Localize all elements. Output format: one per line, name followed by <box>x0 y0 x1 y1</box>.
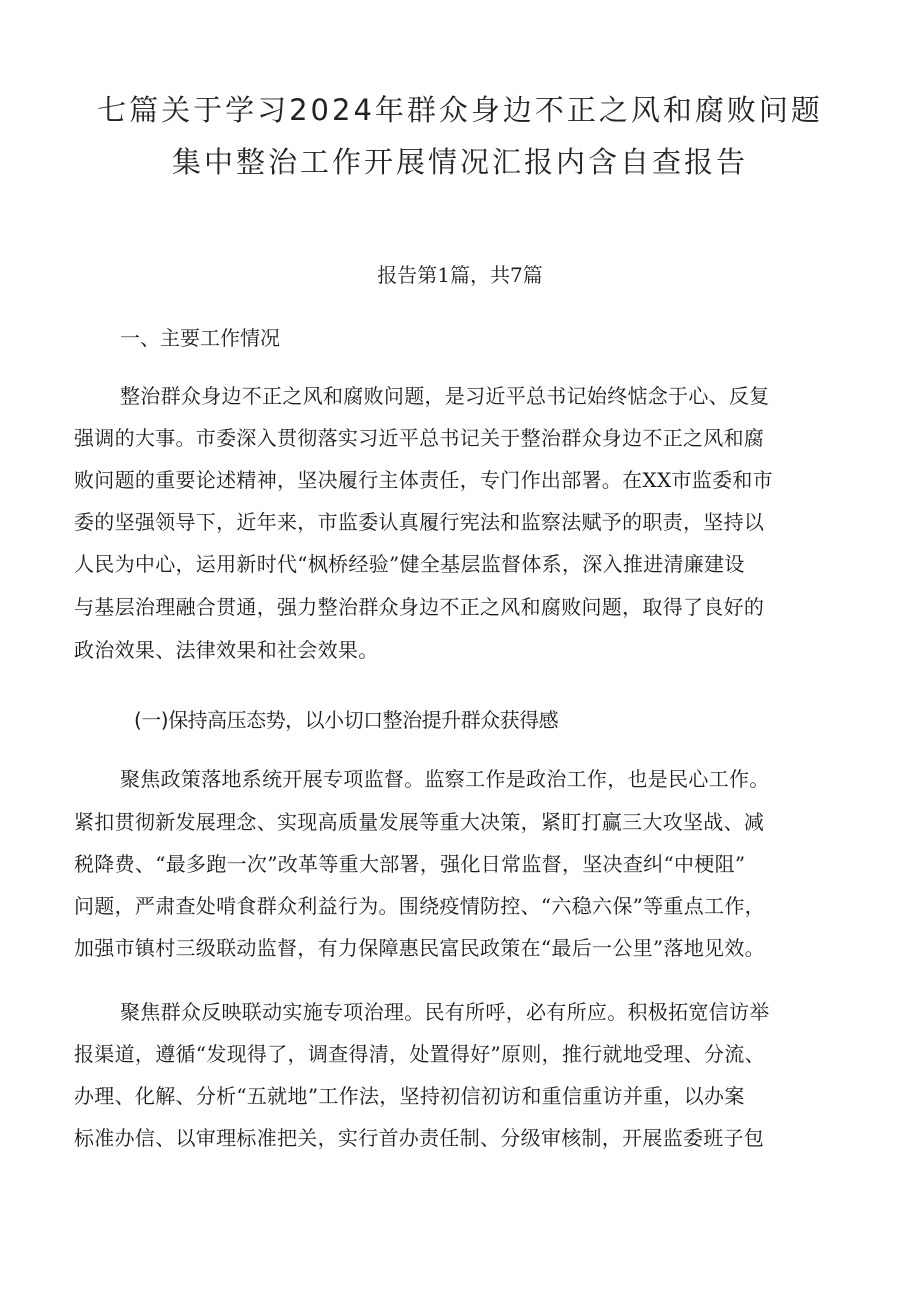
subsection-heading-1: (一)保持高压态势，以小切口整治提升群众获得感 <box>134 708 559 732</box>
paragraph-2-line-5: 加强市镇村三级联动监督，有力保障惠民富民政策在“最后一公里”落地见效。 <box>74 936 765 960</box>
document-title-line-1: 七篇关于学习2024年群众身边不正之风和腐败问题 <box>97 93 823 127</box>
paragraph-1-line-5: 人民为中心，运用新时代“枫桥经验”健全基层监督体系，深入推进清廉建设 <box>74 552 745 576</box>
paragraph-2-line-1: 聚焦政策落地系统开展专项监督。监察工作是政治工作，也是民心工作。 <box>120 767 770 791</box>
paragraph-3-line-2: 报渠道，遵循“发现得了，调查得清，处置得好”原则，推行就地受理、分流、 <box>74 1042 765 1066</box>
report-counter: 报告第1篇，共7篇 <box>377 263 543 287</box>
paragraph-1-line-3: 败问题的重要论述精神，坚决履行主体责任，专门作出部署。在XX市监委和市 <box>74 468 773 492</box>
section-heading-main-work: 一、主要工作情况 <box>120 326 280 350</box>
paragraph-1-line-7: 政治效果、法律效果和社会效果。 <box>74 638 379 662</box>
paragraph-2-line-4: 问题，严肃查处啃食群众利益行为。围绕疫情防控、“六稳六保”等重点工作， <box>74 894 765 918</box>
paragraph-3-line-3: 办理、化解、分析“五就地”工作法，坚持初信初访和重信重访并重，以办案 <box>74 1084 745 1108</box>
paragraph-1-line-6: 与基层治理融合贯通，强力整治群众身边不正之风和腐败问题，取得了良好的 <box>74 595 765 619</box>
paragraph-1-line-1: 整治群众身边不正之风和腐败问题，是习近平总书记始终惦念于心、反复 <box>120 384 770 408</box>
paragraph-1-line-2: 强调的大事。市委深入贯彻落实习近平总书记关于整治群众身边不正之风和腐 <box>74 426 765 450</box>
paragraph-2-line-3: 税降费、“最多跑一次”改革等重大部署，强化日常监督，坚决查纠“中梗阻” <box>74 852 746 876</box>
document-title-line-2: 集中整治工作开展情况汇报内含自查报告 <box>171 145 748 179</box>
paragraph-1-line-4: 委的坚强领导下，近年来，市监委认真履行宪法和监察法赋予的职责，坚持以 <box>74 510 765 534</box>
paragraph-3-line-4: 标准办信、以审理标准把关，实行首办责任制、分级审核制，开展监委班子包 <box>74 1126 765 1150</box>
paragraph-3-line-1: 聚焦群众反映联动实施专项治理。民有所呼，必有所应。积极拓宽信访举 <box>120 1000 770 1024</box>
paragraph-2-line-2: 紧扣贯彻新发展理念、实现高质量发展等重大决策，紧盯打赢三大攻坚战、减 <box>74 810 765 834</box>
